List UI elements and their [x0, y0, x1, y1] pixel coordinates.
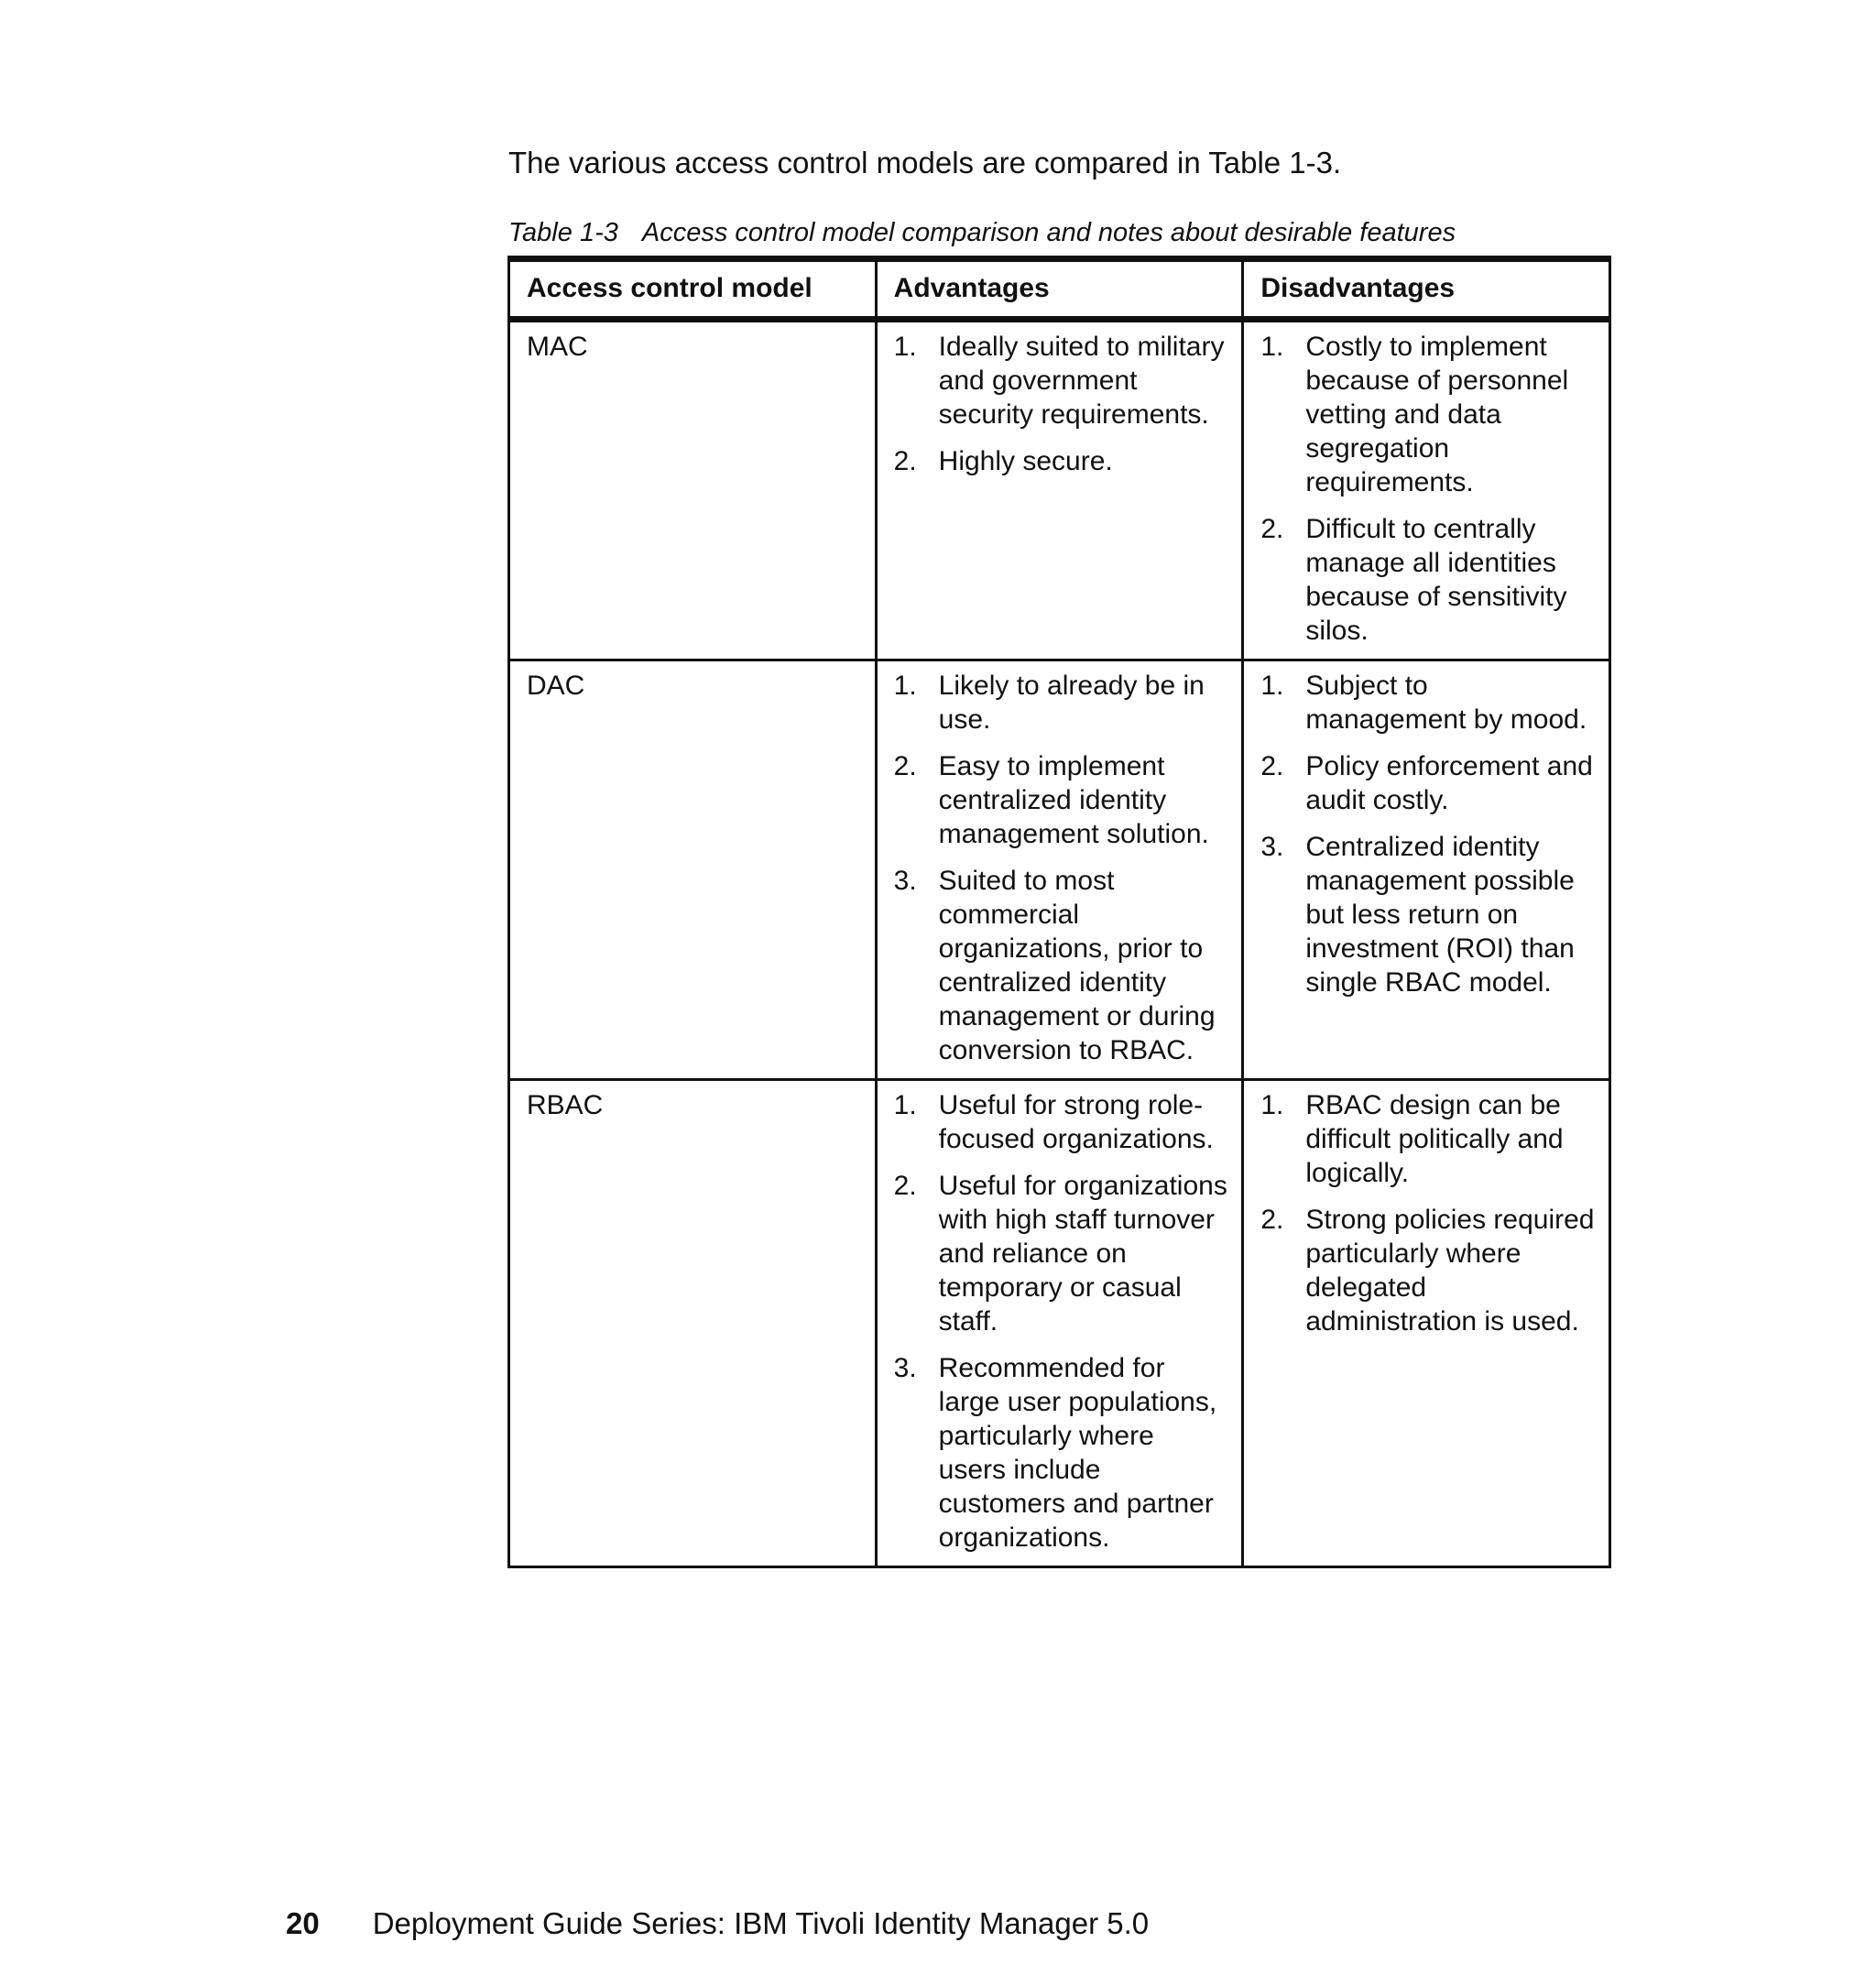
item-text: RBAC design can be difficult politically and logically. [1305, 1090, 1564, 1188]
list-item [894, 444, 1229, 478]
list-item [894, 1351, 1229, 1555]
table-row-mac [509, 320, 1610, 660]
table-caption-title: Access control model comparison and notes about desirable features [641, 218, 1456, 247]
disadvantages-list [1260, 1088, 1596, 1338]
item-number: 3. [893, 1353, 917, 1383]
item-number: 1. [1260, 332, 1284, 362]
book-title: Deployment Guide Series: IBM Tivoli Identity Manager 5.0 [372, 1906, 1150, 1940]
header-advantages: Advantages [876, 259, 1243, 320]
advantages-cell [876, 660, 1243, 1080]
list-item [894, 864, 1229, 1067]
list-item [1260, 512, 1596, 648]
item-number: 1. [893, 671, 917, 701]
disadvantages-list [1260, 330, 1596, 648]
model-cell: MAC [509, 320, 877, 660]
item-number: 1. [893, 332, 917, 362]
list-item [894, 1169, 1229, 1338]
list-item [1260, 669, 1596, 737]
item-text: Policy enforcement and audit costly. [1305, 751, 1593, 815]
page-footer [286, 1905, 1149, 1942]
list-item [894, 749, 1229, 851]
item-number: 1. [893, 1090, 917, 1120]
item-text: Ideally suited to military and government security requirements. [938, 332, 1225, 430]
disadvantages-cell [1243, 660, 1610, 1080]
item-number: 2. [1260, 514, 1284, 544]
page-number: 20 [286, 1906, 320, 1940]
item-text: Costly to implement because of personnel vetting and data segregation requirements. [1305, 332, 1569, 497]
item-text: Centralized identity management possible but less return on investment (ROI) than single RBAC model. [1305, 832, 1575, 998]
list-item [1260, 749, 1596, 817]
item-text: Suited to most commercial organizations, prior to centralized identity management or during conversion to RBAC. [938, 866, 1216, 1065]
item-text: Useful for strong role-focused organizations. [938, 1090, 1214, 1154]
list-item [1260, 330, 1596, 499]
header-access-control-model: Access control model [509, 259, 877, 320]
item-number: 1. [1260, 671, 1284, 701]
item-text: Likely to already be in use. [938, 671, 1205, 735]
list-item [894, 669, 1229, 737]
item-number: 3. [893, 866, 917, 896]
disadvantages-cell [1243, 1080, 1610, 1567]
item-text: Difficult to centrally manage all identities because of sensitivity silos. [1305, 514, 1567, 646]
disadvantages-list [1260, 669, 1596, 999]
table-row-rbac [509, 1080, 1610, 1567]
intro-paragraph: The various access control models are compared in Table 1-3. [508, 146, 1342, 180]
list-item [894, 1088, 1229, 1156]
item-number: 2. [893, 446, 917, 476]
table-header-row [509, 259, 1610, 320]
model-cell: RBAC [509, 1080, 877, 1567]
item-number: 2. [1260, 1205, 1284, 1235]
list-item [1260, 1203, 1596, 1338]
list-item [1260, 1088, 1596, 1190]
advantages-cell [876, 320, 1243, 660]
comparison-table [507, 256, 1611, 1568]
table-caption [508, 216, 1456, 249]
item-text: Subject to management by mood. [1305, 671, 1587, 735]
item-number: 2. [1260, 751, 1284, 781]
item-number: 2. [893, 1171, 917, 1201]
list-item [1260, 830, 1596, 999]
advantages-list [894, 330, 1229, 478]
item-text: Useful for organizations with high staff turnover and reliance on temporary or casual staff. [938, 1171, 1227, 1337]
advantages-list [894, 1088, 1229, 1555]
item-text: Easy to implement centralized identity management solution. [938, 751, 1209, 849]
item-text: Highly secure. [938, 446, 1113, 476]
model-cell: DAC [509, 660, 877, 1080]
advantages-cell [876, 1080, 1243, 1567]
list-item [894, 330, 1229, 431]
table-caption-number: Table 1-3 [508, 218, 618, 247]
advantages-list [894, 669, 1229, 1067]
table-row-dac [509, 660, 1610, 1080]
item-number: 2. [893, 751, 917, 781]
header-disadvantages: Disadvantages [1243, 259, 1610, 320]
disadvantages-cell [1243, 320, 1610, 660]
item-text: Recommended for large user populations, particularly where users include customers and partner organizations. [938, 1353, 1217, 1553]
item-number: 3. [1260, 832, 1284, 862]
item-text: Strong policies required particularly where delegated administration is used. [1305, 1205, 1595, 1337]
item-number: 1. [1260, 1090, 1284, 1120]
